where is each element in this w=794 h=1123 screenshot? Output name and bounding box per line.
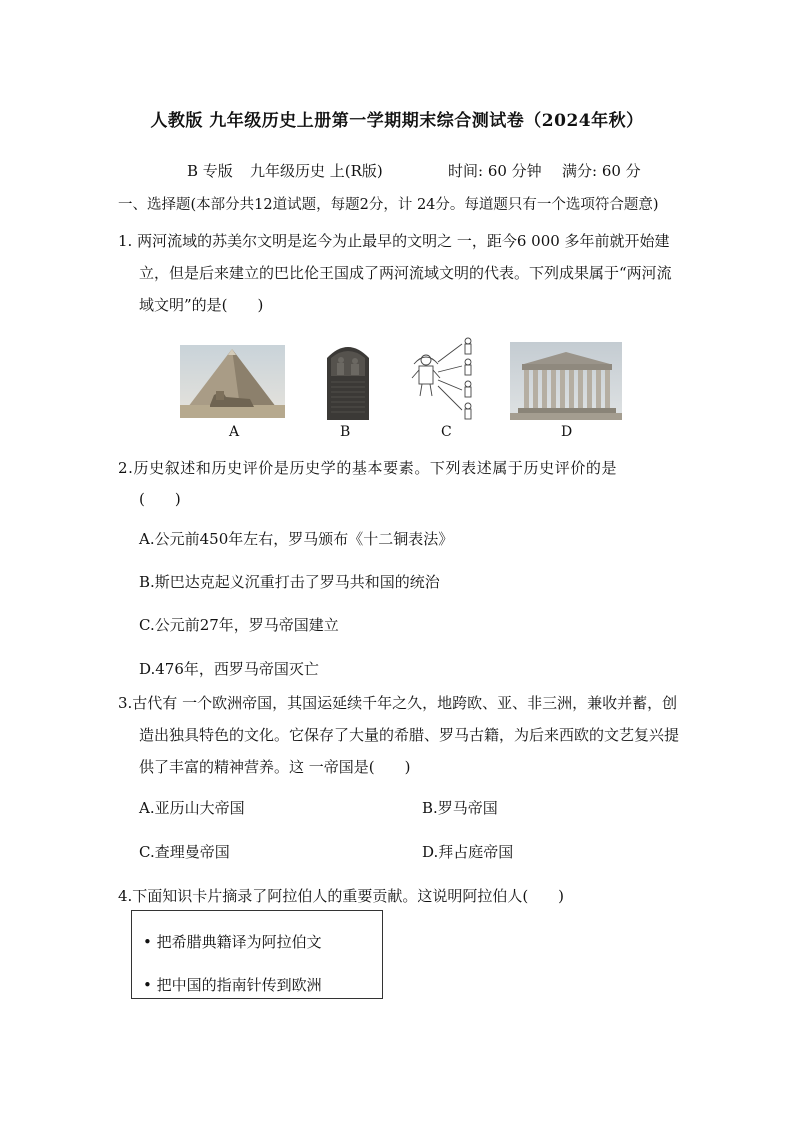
q2-option-d: D.476年，西罗马帝国灭亡 — [139, 660, 319, 678]
q2-option-a: A.公元前450年左右，罗马颁布《十二铜表法》 — [139, 530, 454, 548]
q2-option-b: B.斯巴达克起义沉重打击了罗马共和国的统治 — [139, 573, 440, 591]
card-item-2: • 把中国的指南针传到欧洲 — [143, 976, 322, 994]
q2-option-c: C.公元前27年，罗马帝国建立 — [139, 616, 339, 634]
edition-label: B 专版 — [187, 162, 233, 180]
parthenon-image — [510, 342, 622, 420]
section-heading: 一、选择题(本部分共12道试题，每题2分，计 24分。每道题只有一个选项符合题意) — [118, 197, 659, 213]
image-option-a: A — [229, 424, 240, 440]
stele-image — [321, 342, 375, 420]
q3-option-d: D.拜占庭帝国 — [422, 843, 514, 861]
q3-line3: 供了丰富的精神营养。这 一帝国是( ) — [139, 758, 411, 776]
q3-option-a: A.亚历山大帝国 — [139, 799, 245, 817]
image-option-b: B — [340, 424, 351, 440]
grade-label: 九年级历史 上(R版) — [250, 162, 383, 180]
exam-title: 人教版 九年级历史上册第一学期期末综合测试卷（2024年秋） — [150, 111, 644, 131]
time-label: 时间: 60 分钟 — [448, 162, 542, 180]
q1-line1: 1. 两河流域的苏美尔文明是迄今为止最早的文明之 一，距今6 000 多年前就开始建 — [118, 232, 670, 250]
pyramid-sphinx-image — [180, 345, 285, 418]
q3-line1: 3.古代有 一个欧洲帝国，其国运延续千年之久，地跨欧、亚、非三洲，兼收并蓄，创 — [118, 694, 678, 712]
score-label: 满分: 60 分 — [562, 162, 641, 180]
q1-line2: 立，但是后来建立的巴比伦王国成了两河流域文明的代表。下列成果属于“两河流 — [139, 264, 672, 282]
deity-figures-image — [410, 336, 488, 420]
card-item-1: • 把希腊典籍译为阿拉伯文 — [143, 933, 322, 951]
q1-line3: 域文明”的是( ) — [139, 296, 264, 314]
q3-line2: 造出独具特色的文化。它保存了大量的希腊、罗马古籍，为后来西欧的文艺复兴提 — [139, 726, 680, 744]
image-option-d: D — [561, 424, 573, 440]
q3-option-b: B.罗马帝国 — [422, 799, 498, 817]
q2-line2: ( ) — [139, 490, 181, 508]
q4-line1: 4.下面知识卡片摘录了阿拉伯人的重要贡献。这说明阿拉伯人( ) — [118, 887, 565, 905]
q3-option-c: C.查理曼帝国 — [139, 843, 230, 861]
q2-line1: 2.历史叙述和历史评价是历史学的基本要素。下列表述属于历史评价的是 — [118, 459, 618, 477]
image-option-c: C — [441, 424, 452, 440]
